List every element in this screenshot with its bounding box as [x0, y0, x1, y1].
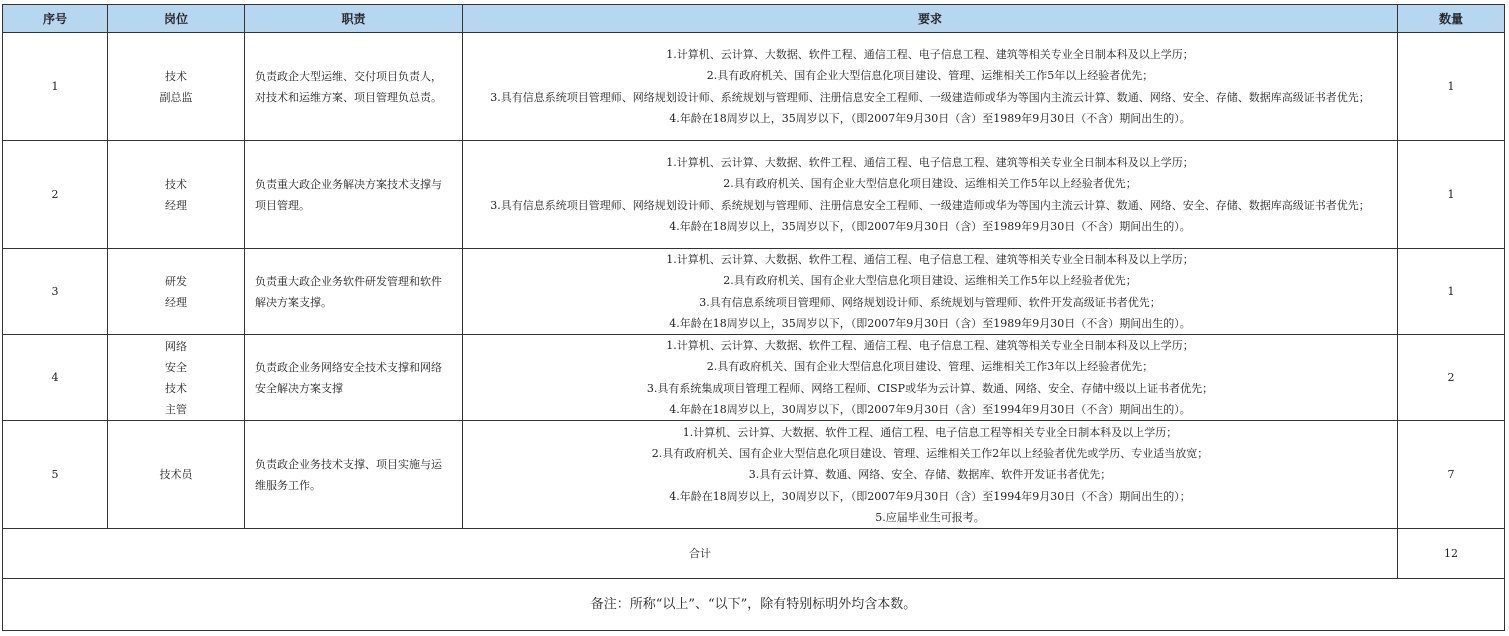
- position-line: 副总监: [159, 90, 193, 104]
- total-value: 12: [1398, 529, 1505, 579]
- requirement-item: 3.具有信息系统项目管理师、网络规划设计师、系统规划与管理师、注册信息安全工程师、一级建造师或华为等国内主流云计算、数通、网络、安全、存储、数据库高级证书者优先；: [490, 90, 1370, 104]
- table-row: [3, 141, 1505, 249]
- row-requirements: [463, 249, 1398, 335]
- total-label: 合计: [3, 529, 1398, 579]
- row-requirements: [463, 141, 1398, 249]
- row-position: [108, 421, 245, 529]
- row-quantity: 1: [1398, 141, 1505, 249]
- requirement-item: 1.计算机、云计算、大数据、软件工程、通信工程、电子信息工程、建筑等相关专业全日制本科及以上学历；: [666, 253, 1194, 266]
- position-line: 安全: [165, 360, 187, 374]
- row-requirements: [463, 33, 1398, 141]
- requirement-item: 2.具有政府机关、国有企业大型信息化项目建设、管理、运维相关工作5年以上经验者优先；: [706, 69, 1154, 83]
- requirement-item: 2.具有政府机关、国有企业大型信息化项目建设、管理、运维相关工作2年以上经验者优先或学历、专业适当放宽；: [651, 446, 1209, 460]
- row-requirements: [463, 335, 1398, 421]
- requirement-item: 1.计算机、云计算、大数据、软件工程、通信工程、电子信息工程等相关专业全日制本科及以上学历；: [682, 425, 1178, 439]
- recruitment-table: [2, 4, 1505, 631]
- table-body: [3, 33, 1505, 631]
- position-line: 主管: [165, 402, 187, 416]
- position-line: 技术: [165, 69, 187, 83]
- row-position: [108, 249, 245, 335]
- header-position: 岗位: [108, 5, 245, 33]
- requirement-item: 5.应届毕业生可报考。: [875, 510, 985, 524]
- header-no: 序号: [3, 5, 108, 33]
- position-line: 经理: [165, 198, 187, 212]
- requirement-item: 1.计算机、云计算、大数据、软件工程、通信工程、电子信息工程、建筑等相关专业全日制本科及以上学历；: [666, 47, 1194, 61]
- row-duty: 负责政企业务网络安全技术支撑和网络安全解决方案支撑: [245, 335, 463, 421]
- header-duty: 职责: [245, 5, 463, 33]
- requirement-item: 3.具有信息系统项目管理师、网络规划设计师、系统规划与管理师、软件开发高级证书者优先；: [699, 295, 1161, 309]
- row-no: 4: [3, 335, 108, 421]
- row-no: 1: [3, 33, 108, 141]
- note-row: [3, 579, 1505, 631]
- row-duty: 负责重大政企业务软件研发管理和软件解决方案支撑。: [245, 249, 463, 335]
- row-quantity: 1: [1398, 249, 1505, 335]
- requirement-item: 2.具有政府机关、国有企业大型信息化项目建设、运维相关工作5年以上经验者优先；: [723, 274, 1137, 288]
- requirement-item: 2.具有政府机关、国有企业大型信息化项目建设、运维相关工作5年以上经验者优先；: [723, 177, 1137, 191]
- requirement-item: 4.年龄在18周岁以上，35周岁以下，（即2007年9月30日（含）至1989年9月30日（不含）期间出生的）。: [669, 219, 1191, 233]
- requirement-item: 3.具有云计算、数通、网络、安全、存储、数据库、软件开发证书者优先；: [748, 468, 1112, 482]
- total-row: [3, 529, 1505, 579]
- row-requirements: [463, 421, 1398, 529]
- row-duty: 负责政企业务技术支撑、项目实施与运维服务工作。: [245, 421, 463, 529]
- row-duty: 负责政企大型运维、交付项目负责人，对技术和运维方案、项目管理负总责。: [245, 33, 463, 141]
- requirement-item: 4.年龄在18周岁以上，30周岁以下，（即2007年9月30日（含）至1994年9月30日（不含）期间出生的）。: [669, 403, 1191, 417]
- requirement-item: 4.年龄在18周岁以上，35周岁以下，（即2007年9月30日（含）至1989年9月30日（不含）期间出生的）。: [669, 316, 1191, 330]
- position-line: 技术: [165, 381, 187, 395]
- row-no: 3: [3, 249, 108, 335]
- requirement-item: 3.具有信息系统项目管理师、网络规划设计师、系统规划与管理师、注册信息安全工程师、一级建造师或华为等国内主流云计算、数通、网络、安全、存储、数据库高级证书者优先；: [490, 198, 1370, 212]
- row-position: [108, 141, 245, 249]
- requirement-item: 4.年龄在18周岁以上，30周岁以下，（即2007年9月30日（含）至1994年9月30日（不含）期间出生的）；: [669, 489, 1191, 503]
- requirement-item: 3.具有系统集成项目管理工程师、网络工程师、CISP或华为云计算、数通、网络、安全、存储中级以上证书者优先；: [646, 381, 1214, 395]
- header-quantity: 数量: [1398, 5, 1505, 33]
- position-line: 经理: [165, 295, 187, 309]
- requirement-item: 4.年龄在18周岁以上，35周岁以下，（即2007年9月30日（含）至1989年9月30日（不含）期间出生的）。: [669, 111, 1191, 125]
- row-no: 5: [3, 421, 108, 529]
- position-line: 技术员: [159, 468, 193, 482]
- position-line: 技术: [165, 177, 187, 191]
- note-text: 备注：所称“以上”、“以下”，除有特别标明外均含本数。: [3, 579, 1505, 631]
- header-requirement: 要求: [463, 5, 1398, 33]
- table-row: [3, 335, 1505, 421]
- row-position: [108, 33, 245, 141]
- row-quantity: 2: [1398, 335, 1505, 421]
- row-no: 2: [3, 141, 108, 249]
- header-row: [3, 5, 1505, 33]
- row-quantity: 1: [1398, 33, 1505, 141]
- table-row: [3, 421, 1505, 529]
- requirement-item: 2.具有政府机关、国有企业大型信息化项目建设、管理、运维相关工作3年以上经验者优先；: [706, 360, 1154, 374]
- table-row: [3, 33, 1505, 141]
- row-quantity: 7: [1398, 421, 1505, 529]
- position-line: 研发: [165, 274, 187, 288]
- requirement-item: 1.计算机、云计算、大数据、软件工程、通信工程、电子信息工程、建筑等相关专业全日制本科及以上学历；: [666, 339, 1194, 353]
- requirement-item: 1.计算机、云计算、大数据、软件工程、通信工程、电子信息工程、建筑等相关专业全日制本科及以上学历；: [666, 155, 1194, 169]
- row-duty: 负责重大政企业务解决方案技术支撑与项目管理。: [245, 141, 463, 249]
- row-position: [108, 335, 245, 421]
- table-row: [3, 249, 1505, 335]
- position-line: 网络: [165, 339, 187, 353]
